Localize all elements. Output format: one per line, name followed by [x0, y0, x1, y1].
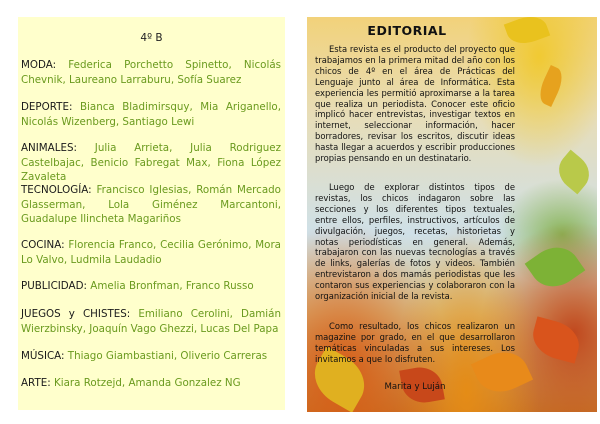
editorial-paragraph-3: Como resultado, los chicos realizaron un magazine por grado, en el que desarrollaron temáticas vinculadas a sus intereses. Los invitamos a que lo disfruten.: [315, 321, 515, 364]
section-publicidad: [21, 279, 281, 294]
section-names: Julia Arrieta, Julia Rodriguez Castelbajac, Benicio Fabregat Max, Fiona López Zavaleta: [21, 142, 282, 183]
section-arte: [21, 376, 281, 391]
section-label: ANIMALES:: [21, 142, 77, 154]
section-names: Thiago Giambastiani, Oliverio Carreras: [67, 350, 268, 362]
section-names: Amelia Bronfman, Franco Russo: [90, 280, 254, 292]
leaf-decoration: [525, 237, 586, 296]
section-tecnologia: [21, 183, 281, 227]
left-page: [18, 17, 285, 410]
section-label: MÚSICA:: [21, 350, 65, 362]
leaf-decoration: [528, 316, 584, 363]
section-names: Florencia Franco, Cecilia Gerónimo, Mora Lo Valvo, Ludmila Laudadio: [21, 239, 281, 266]
section-names: Emiliano Cerolini, Damián Wierzbinsky, Joaquín Vago Ghezzi, Lucas Del Papa: [21, 308, 281, 335]
section-label: PUBLICIDAD:: [21, 280, 87, 292]
class-title: 4º B: [140, 32, 163, 44]
section-moda: [21, 58, 281, 87]
section-label: JUEGOS y CHISTES:: [21, 308, 131, 320]
section-label: MODA:: [21, 59, 57, 71]
section-deporte: [21, 100, 281, 129]
section-names: Bianca Bladimirsquy, Mia Ariganello, Nicolás Wizenberg, Santiago Lewi: [21, 101, 281, 128]
section-label: ARTE:: [21, 377, 51, 389]
leaf-decoration: [535, 65, 567, 107]
signature: Marita y Luján: [384, 382, 446, 392]
section-juegos: [21, 307, 281, 336]
right-page: [307, 17, 597, 412]
section-musica: [21, 349, 281, 364]
editorial-paragraph-1: Esta revista es el producto del proyecto que trabajamos en la primera mitad del año con los chicos de 4º en el área de Prácticas del Lenguaje junto al área de Informática. Esta experiencia les permitió aproximarse a la tarea que realiza un periodista. Conocer este oficio implicó hacer entrevistas, investigar textos en internet, seleccionar información, hacer borradores, revisar los escritos, discutir ideas hasta llegar a acuerdos y escribir producciones propias pensando en un destinatario.: [315, 44, 515, 164]
section-label: TECNOLOGÍA:: [21, 184, 92, 196]
section-cocina: [21, 238, 281, 267]
section-names: Federica Porchetto Spinetto, Nicolás Chevnik, Laureano Larraburu, Sofía Suarez: [21, 59, 281, 86]
editorial-paragraph-2: Luego de explorar distintos tipos de revistas, los chicos indagaron sobre las secciones y los diferentes tipos textuales, entre ellos, perfiles, instructivos, artículos de divulgación, juegos, recetas, historietas y notas periodísticas en general. Además, trabajaron con las nuevas tecnologías a través de links, galerías de fotos y videos. También entrevistaron a dos mamás periodistas que les contaron sus experiencias y colaboraron con la organización inicial de la revista.: [315, 182, 515, 302]
section-label: COCINA:: [21, 239, 65, 251]
section-names: Kiara Rotzejd, Amanda Gonzalez NG: [54, 377, 241, 389]
section-animales: [21, 141, 281, 185]
section-label: DEPORTE:: [21, 101, 73, 113]
leaf-decoration: [551, 150, 596, 195]
section-names: Francisco Iglesias, Román Mercado Glasserman, Lola Giménez Marcantoni, Guadalupe Ilincheta Magariños: [21, 184, 281, 225]
editorial-title: EDITORIAL: [367, 23, 447, 38]
